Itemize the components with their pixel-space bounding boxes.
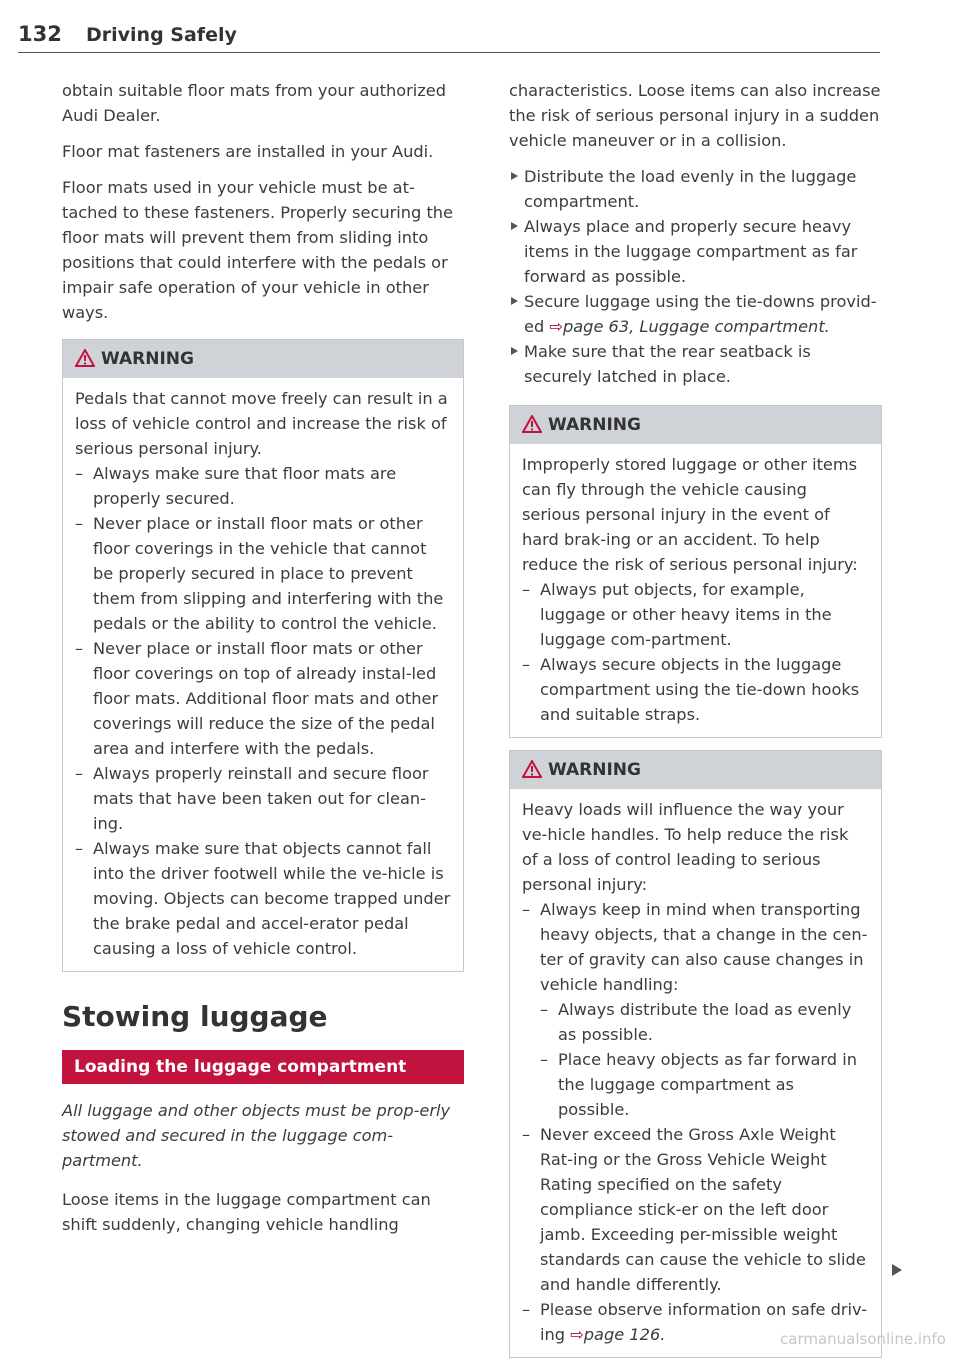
warning-box-luggage bbox=[509, 405, 882, 738]
warning-triangle-icon bbox=[522, 415, 542, 433]
step-item bbox=[509, 289, 882, 339]
step-item: Distribute the load evenly in the luggage compartment. bbox=[509, 164, 882, 214]
warning-list bbox=[522, 897, 869, 1347]
warning-sublist bbox=[540, 997, 869, 1122]
list-item: – Never exceed the Gross Axle Weight Rat-ing or the Gross Vehicle Weight Rating specified on the safety compliance stick-er on the left door jamb. Exceeding per-missible weight standards can cause the vehicle to slide and handle differently. bbox=[522, 1122, 869, 1297]
intro-italic: All luggage and other objects must be prop-erly stowed and secured in the luggage com-partment. bbox=[62, 1101, 451, 1170]
warning-title: WARNING bbox=[548, 760, 641, 780]
list-item: – Always make sure that floor mats are properly secured. bbox=[75, 461, 451, 511]
list-item: – Always distribute the load as evenly as possible. bbox=[540, 997, 869, 1047]
warning-intro: Improperly stored luggage or other items can fly through the vehicle causing serious personal injury in the event of hard brak-ing or an accident. To help reduce the risk of serious personal injury: bbox=[522, 455, 858, 574]
page-number: 132 bbox=[18, 22, 62, 46]
cross-reference-link[interactable]: page 63, Luggage compartment. bbox=[562, 317, 830, 336]
list-item: – Always put objects, for example, luggage or other heavy items in the luggage com-partment. bbox=[522, 577, 869, 652]
list-item: – Always make sure that objects cannot fall into the driver footwell while the ve-hicle is moving. Objects can become trapped under the brake pedal and accel-erator pedal causing a loss of vehicle control. bbox=[75, 836, 451, 961]
step-item: Always place and properly secure heavy items in the luggage compartment as far forward as possible. bbox=[509, 214, 882, 289]
warning-triangle-icon bbox=[75, 349, 95, 367]
warning-intro: Heavy loads will influence the way your ve-hicle handles. To help reduce the risk of a loss of control leading to serious personal injury: bbox=[522, 800, 849, 894]
warning-triangle-icon bbox=[522, 760, 542, 778]
step-list bbox=[509, 164, 882, 389]
paragraph: Floor mats used in your vehicle must be at-tached to these fasteners. Properly securing the floor mats will prevent them from sliding into positions that could interfere with the pedals or impair safe operation of your vehicle in other ways. bbox=[62, 178, 454, 322]
warning-header bbox=[63, 340, 463, 378]
watermark: carmanualsonline.info bbox=[780, 1330, 946, 1348]
warning-box-floor-mats bbox=[62, 339, 464, 972]
list-item bbox=[522, 897, 869, 1122]
warning-list bbox=[522, 577, 869, 727]
warning-box-heavy-loads bbox=[509, 750, 882, 1358]
page-header bbox=[18, 22, 880, 53]
paragraph: Loose items in the luggage compartment can shift suddenly, changing vehicle handling bbox=[62, 1190, 431, 1234]
list-item-text: Always keep in mind when transporting heavy objects, that a change in the cen-ter of gravity can also cause changes in vehicle handling: bbox=[540, 900, 868, 994]
warning-header bbox=[510, 406, 881, 444]
paragraph: Floor mat fasteners are installed in your Audi. bbox=[62, 142, 434, 161]
warning-body bbox=[510, 444, 881, 737]
right-column bbox=[509, 78, 882, 1358]
warning-title: WARNING bbox=[101, 349, 194, 369]
list-item: – Always properly reinstall and secure floor mats that have been taken out for clean-ing. bbox=[75, 761, 451, 836]
warning-title: WARNING bbox=[548, 415, 641, 435]
arrow-icon: ⇨ bbox=[570, 1325, 584, 1344]
list-item-text: Please observe information on safe driv-ing bbox=[540, 1300, 868, 1344]
left-column bbox=[62, 78, 464, 1237]
continue-arrow-icon bbox=[892, 1264, 902, 1276]
list-item: – Never place or install floor mats or other floor coverings in the vehicle that cannot be properly secured in place to prevent them from slipping and interfering with the pedals or the ability to control the vehicle. bbox=[75, 511, 451, 636]
list-item: – Always secure objects in the luggage compartment using the tie-down hooks and suitable straps. bbox=[522, 652, 869, 727]
step-text: Secure luggage using the tie-downs provid-ed bbox=[524, 292, 877, 336]
arrow-icon: ⇨ bbox=[549, 317, 563, 336]
warning-body bbox=[510, 789, 881, 1357]
subsection-heading: Loading the luggage compartment bbox=[62, 1050, 464, 1084]
list-item: – Place heavy objects as far forward in the luggage compartment as possible. bbox=[540, 1047, 869, 1122]
section-heading: Stowing luggage bbox=[62, 1000, 328, 1033]
paragraph: obtain suitable floor mats from your authorized Audi Dealer. bbox=[62, 81, 447, 125]
list-item: – Never place or install floor mats or other floor coverings on top of already instal-led floor mats. Additional floor mats and other coverings will reduce the size of the pedal area and interfere with the pedals. bbox=[75, 636, 451, 761]
cross-reference-link[interactable]: page 126. bbox=[583, 1325, 666, 1344]
section-title: Driving Safely bbox=[86, 24, 237, 46]
warning-list bbox=[75, 461, 451, 961]
warning-body bbox=[63, 378, 463, 971]
step-item: Make sure that the rear seatback is securely latched in place. bbox=[509, 339, 882, 389]
warning-intro: Pedals that cannot move freely can result in a loss of vehicle control and increase the risk of serious personal injury. bbox=[75, 389, 448, 458]
warning-header bbox=[510, 751, 881, 789]
paragraph: characteristics. Loose items can also increase the risk of serious personal injury in a sudden vehicle maneuver or in a collision. bbox=[509, 81, 881, 150]
